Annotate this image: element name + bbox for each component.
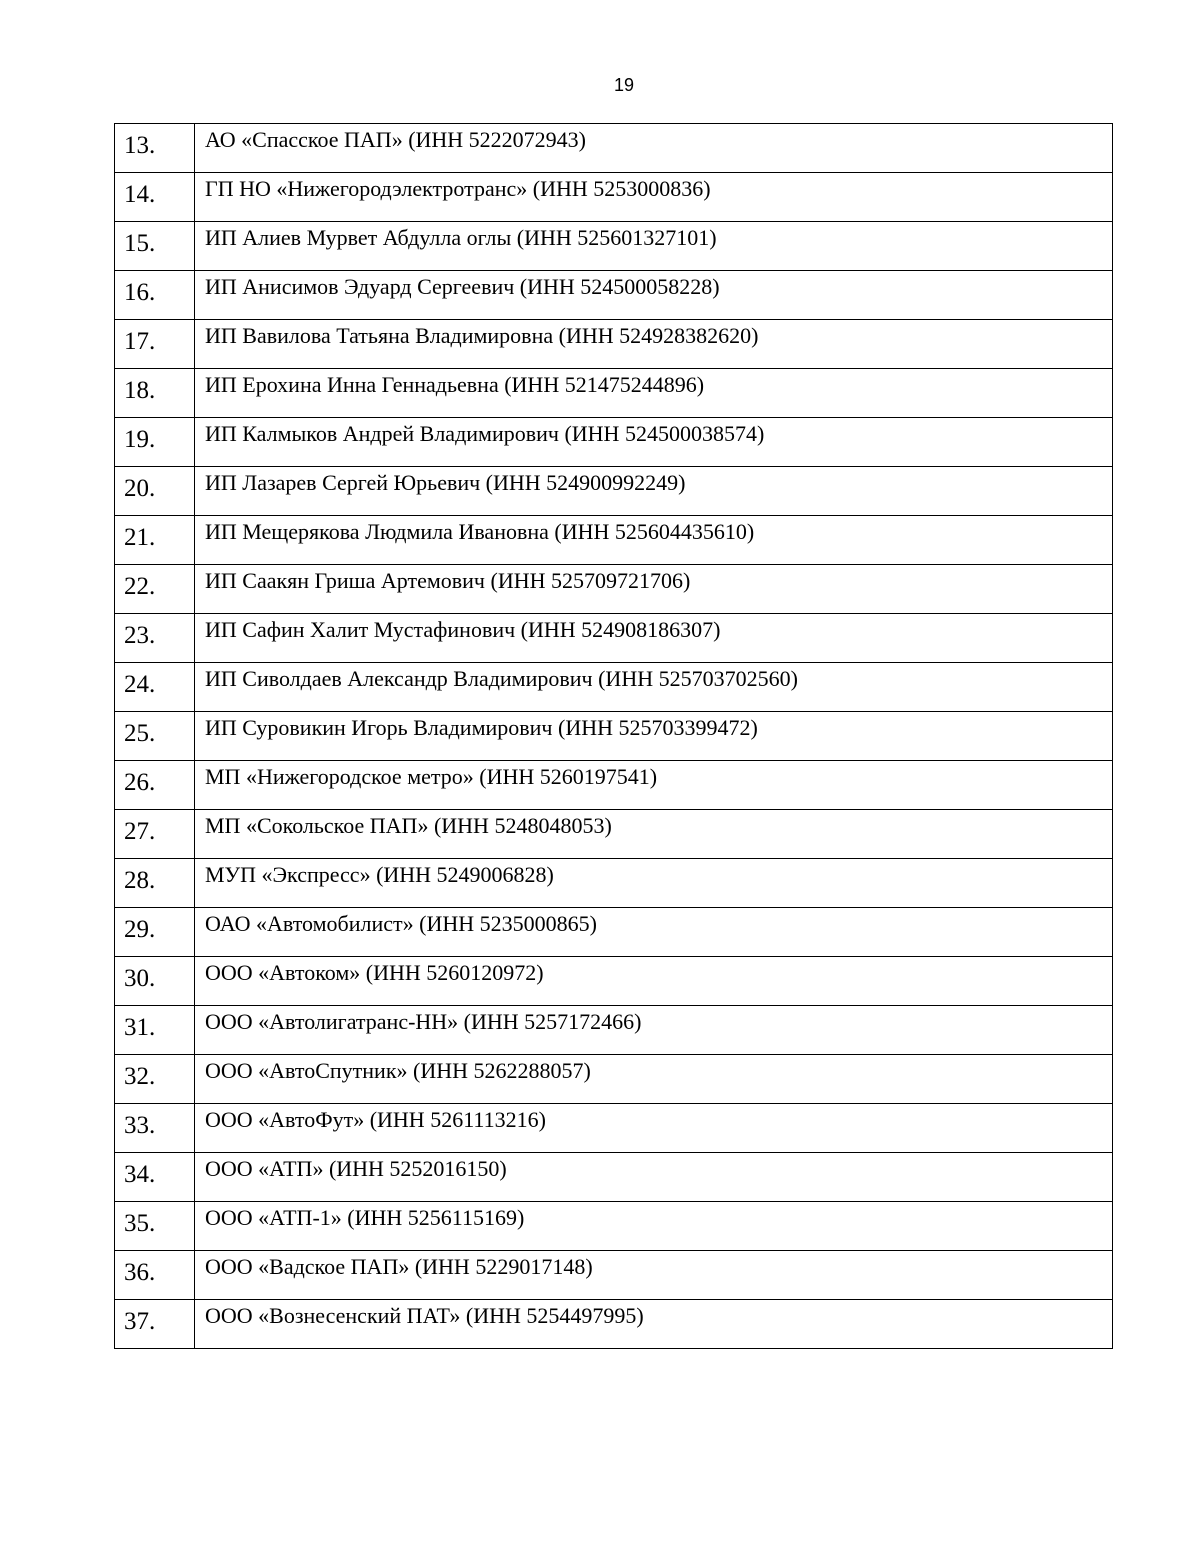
organization-name: АО «Спасское ПАП» (ИНН 5222072943) — [195, 124, 1113, 173]
row-number: 31. — [115, 1006, 195, 1055]
organization-name: ООО «АвтоФут» (ИНН 5261113216) — [195, 1104, 1113, 1153]
table-row — [115, 957, 1113, 1006]
row-number: 32. — [115, 1055, 195, 1104]
organizations-table-body — [115, 124, 1113, 1349]
organization-name: МУП «Экспресс» (ИНН 5249006828) — [195, 859, 1113, 908]
organization-name: МП «Нижегородское метро» (ИНН 5260197541) — [195, 761, 1113, 810]
row-number: 17. — [115, 320, 195, 369]
row-number: 21. — [115, 516, 195, 565]
table-row — [115, 271, 1113, 320]
row-number: 33. — [115, 1104, 195, 1153]
row-number: 18. — [115, 369, 195, 418]
organization-name: ИП Анисимов Эдуард Сергеевич (ИНН 524500058228) — [195, 271, 1113, 320]
row-number: 29. — [115, 908, 195, 957]
row-number: 24. — [115, 663, 195, 712]
organization-name: ИП Калмыков Андрей Владимирович (ИНН 524500038574) — [195, 418, 1113, 467]
table-row — [115, 565, 1113, 614]
table-row — [115, 369, 1113, 418]
row-number: 35. — [115, 1202, 195, 1251]
table-row — [115, 614, 1113, 663]
table-row — [115, 663, 1113, 712]
organization-name: ОАО «Автомобилист» (ИНН 5235000865) — [195, 908, 1113, 957]
table-row — [115, 516, 1113, 565]
table-row — [115, 1153, 1113, 1202]
row-number: 37. — [115, 1300, 195, 1349]
organization-name: ООО «Вадское ПАП» (ИНН 5229017148) — [195, 1251, 1113, 1300]
table-row — [115, 320, 1113, 369]
row-number: 26. — [115, 761, 195, 810]
table-row — [115, 1104, 1113, 1153]
row-number: 27. — [115, 810, 195, 859]
organization-name: ООО «АТП» (ИНН 5252016150) — [195, 1153, 1113, 1202]
row-number: 28. — [115, 859, 195, 908]
table-row — [115, 859, 1113, 908]
row-number: 15. — [115, 222, 195, 271]
organization-name: МП «Сокольское ПАП» (ИНН 5248048053) — [195, 810, 1113, 859]
table-row — [115, 1251, 1113, 1300]
row-number: 30. — [115, 957, 195, 1006]
organization-name: ИП Вавилова Татьяна Владимировна (ИНН 524928382620) — [195, 320, 1113, 369]
table-row — [115, 761, 1113, 810]
organization-name: ООО «Автоком» (ИНН 5260120972) — [195, 957, 1113, 1006]
organization-name: ИП Лазарев Сергей Юрьевич (ИНН 524900992249) — [195, 467, 1113, 516]
table-row — [115, 418, 1113, 467]
organization-name: ИП Сиволдаев Александр Владимирович (ИНН 525703702560) — [195, 663, 1113, 712]
organizations-table — [114, 123, 1113, 1349]
table-row — [115, 222, 1113, 271]
table-row — [115, 810, 1113, 859]
organization-name: ИП Суровикин Игорь Владимирович (ИНН 525703399472) — [195, 712, 1113, 761]
organization-name: ИП Сафин Халит Мустафинович (ИНН 524908186307) — [195, 614, 1113, 663]
organization-name: ООО «АвтоСпутник» (ИНН 5262288057) — [195, 1055, 1113, 1104]
table-row — [115, 1055, 1113, 1104]
row-number: 16. — [115, 271, 195, 320]
row-number: 13. — [115, 124, 195, 173]
organization-name: ИП Мещерякова Людмила Ивановна (ИНН 525604435610) — [195, 516, 1113, 565]
page-number: 19 — [613, 75, 635, 95]
organization-name: ИП Ерохина Инна Геннадьевна (ИНН 521475244896) — [195, 369, 1113, 418]
row-number: 19. — [115, 418, 195, 467]
table-row — [115, 712, 1113, 761]
table-row — [115, 1006, 1113, 1055]
table-row — [115, 908, 1113, 957]
table-row — [115, 1300, 1113, 1349]
organization-name: ООО «Автолигатранс-НН» (ИНН 5257172466) — [195, 1006, 1113, 1055]
table-row — [115, 467, 1113, 516]
row-number: 36. — [115, 1251, 195, 1300]
organization-name: ИП Алиев Мурвет Абдулла оглы (ИНН 525601327101) — [195, 222, 1113, 271]
row-number: 20. — [115, 467, 195, 516]
organization-name: ИП Саакян Гриша Артемович (ИНН 525709721706) — [195, 565, 1113, 614]
row-number: 34. — [115, 1153, 195, 1202]
row-number: 23. — [115, 614, 195, 663]
row-number: 14. — [115, 173, 195, 222]
organization-name: ООО «АТП-1» (ИНН 5256115169) — [195, 1202, 1113, 1251]
organization-name: ООО «Вознесенский ПАТ» (ИНН 5254497995) — [195, 1300, 1113, 1349]
row-number: 25. — [115, 712, 195, 761]
table-row — [115, 124, 1113, 173]
row-number: 22. — [115, 565, 195, 614]
table-row — [115, 173, 1113, 222]
table-row — [115, 1202, 1113, 1251]
organization-name: ГП НО «Нижегородэлектротранс» (ИНН 5253000836) — [195, 173, 1113, 222]
